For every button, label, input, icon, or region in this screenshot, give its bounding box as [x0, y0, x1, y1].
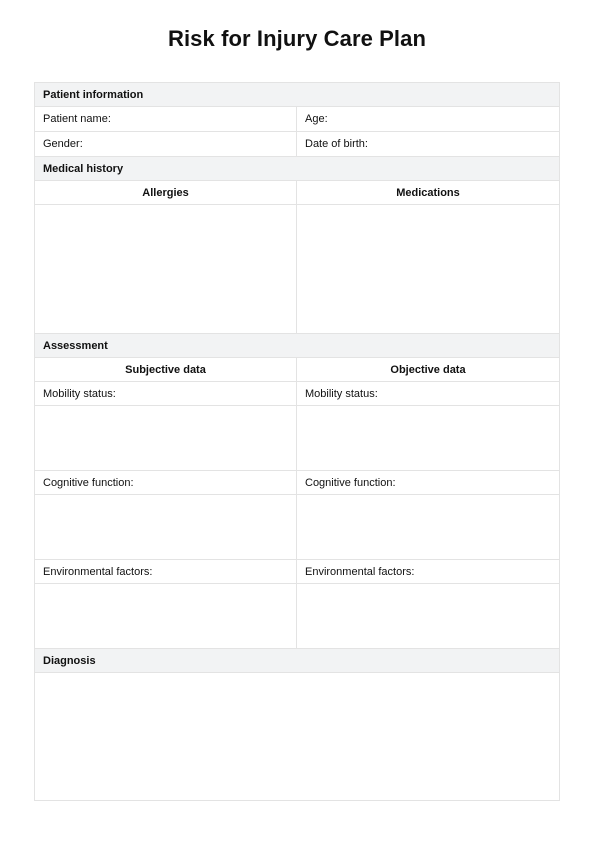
subjective-label: Subjective data: [125, 364, 206, 376]
patient-name-age-row: [35, 107, 559, 132]
patient-name-label: Patient name:: [43, 113, 111, 125]
mobility-status-label: Mobility status:: [43, 388, 116, 400]
mobility-label-row: [35, 382, 559, 406]
medical-history-columns: [35, 181, 559, 205]
environmental-entry-row: [35, 584, 559, 649]
cognitive-subjective-entry[interactable]: [35, 495, 297, 559]
allergies-entry-area[interactable]: [35, 205, 297, 333]
environmental-objective-entry[interactable]: [297, 584, 559, 648]
environmental-objective-cell: [297, 560, 559, 583]
assessment-columns: [35, 358, 559, 382]
age-field[interactable]: [297, 107, 559, 131]
medications-label: Medications: [396, 187, 460, 199]
allergies-column-header: [35, 181, 297, 204]
medical-history-header: [35, 157, 559, 181]
age-label: Age:: [305, 113, 328, 125]
section-title: Diagnosis: [43, 655, 96, 667]
care-plan-form: [34, 82, 560, 801]
environmental-subjective-cell: [35, 560, 297, 583]
environmental-factors-label: Environmental factors:: [43, 566, 153, 578]
objective-column-header: [297, 358, 559, 381]
mobility-status-label: Mobility status:: [305, 388, 378, 400]
medications-column-header: [297, 181, 559, 204]
medications-entry-area[interactable]: [297, 205, 559, 333]
cognitive-subjective-cell: [35, 471, 297, 494]
gender-dob-row: [35, 132, 559, 157]
cognitive-objective-entry[interactable]: [297, 495, 559, 559]
page-title: Risk for Injury Care Plan: [167, 26, 427, 51]
mobility-objective-cell: [297, 382, 559, 405]
cognitive-function-label: Cognitive function:: [43, 477, 134, 489]
section-title: Medical history: [43, 163, 124, 175]
cognitive-objective-cell: [297, 471, 559, 494]
diagnosis-entry-area[interactable]: [35, 673, 559, 800]
medical-history-entry-row: [35, 205, 559, 334]
cognitive-function-label: Cognitive function:: [305, 477, 396, 489]
section-title: Assessment: [43, 340, 108, 352]
date-of-birth-field[interactable]: [297, 132, 559, 156]
subjective-column-header: [35, 358, 297, 381]
allergies-label: Allergies: [142, 187, 189, 199]
environmental-subjective-entry[interactable]: [35, 584, 297, 648]
environmental-factors-label: Environmental factors:: [305, 566, 415, 578]
environmental-label-row: [35, 560, 559, 584]
cognitive-entry-row: [35, 495, 559, 560]
date-of-birth-label: Date of birth:: [305, 138, 368, 150]
patient-information-header: [35, 83, 559, 107]
patient-name-field[interactable]: [35, 107, 297, 131]
mobility-subjective-cell: [35, 382, 297, 405]
mobility-entry-row: [35, 406, 559, 471]
section-title: Patient information: [43, 89, 144, 101]
mobility-subjective-entry[interactable]: [35, 406, 297, 470]
gender-field[interactable]: [35, 132, 297, 156]
assessment-header: [35, 334, 559, 358]
diagnosis-header: [35, 649, 559, 673]
gender-label: Gender:: [43, 138, 83, 150]
cognitive-label-row: [35, 471, 559, 495]
objective-label: Objective data: [390, 364, 466, 376]
mobility-objective-entry[interactable]: [297, 406, 559, 470]
